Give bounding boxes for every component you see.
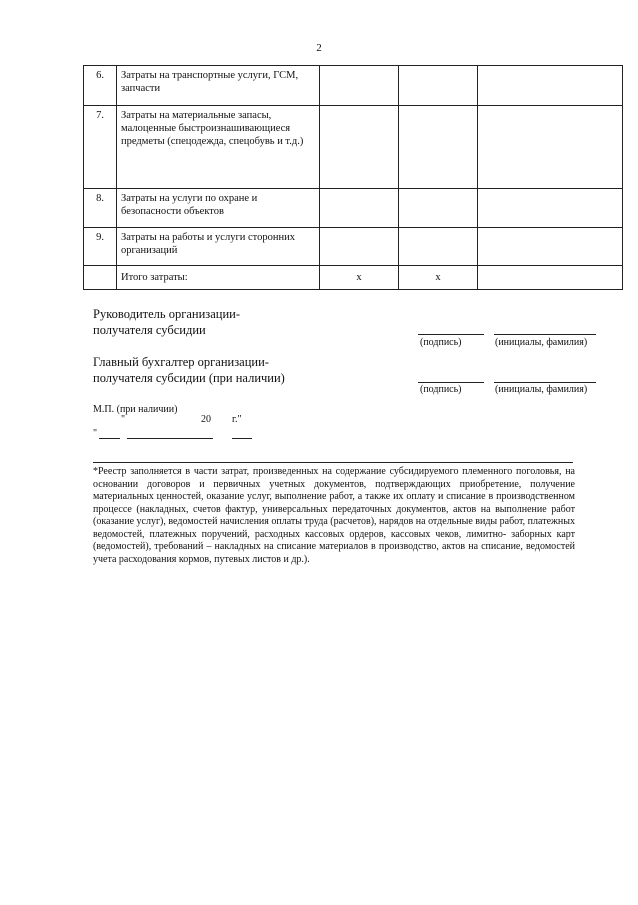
cell-col-a <box>320 66 399 106</box>
cell-col-b <box>399 106 478 189</box>
cost-item-name: Затраты на работы и услуги сторонних организаций <box>117 228 320 266</box>
total-label: Итого затраты: <box>117 266 320 290</box>
row-number: 7. <box>84 106 117 189</box>
head-label-line1: Руководитель организации- <box>93 307 240 321</box>
cell-col-c <box>478 106 623 189</box>
accountant-name-caption: (инициалы, фамилия) <box>495 384 588 395</box>
cell-col-a <box>320 106 399 189</box>
head-signature-label <box>93 306 240 338</box>
accountant-label-line1: Главный бухгалтер организации- <box>93 355 269 369</box>
date-quote-lower: " <box>93 428 98 439</box>
stamp-label: М.П. (при наличии) <box>93 404 178 415</box>
footnote: *Реестр заполняется в части затрат, произведенных на содержание субсидируемого племенного поголовья, на основании договоров и первичных учетных документов, подтверждающих приобретение, получение материальных ценностей, оказание услуг, выполнение работ, а также их оплату и списание в производственном процессе (накладных, счетов фактур, универсальных передаточных документов, актов на выполнение работ (оказание услуг), ведомостей начисления оплаты труда (расчетов), нарядов на отдельные виды работ, платежных ведомостей, платежных поручений, расходных кассовых ордеров, кассовых чеков, лимитно- заборных карт (ведомостей), требований – накладных на списание материалов в производство, актов на списание, ведомостей учета расходования кормов, путевых листов и др.). <box>93 466 575 565</box>
head-name-line <box>494 334 596 335</box>
date-year-prefix: 20 <box>201 414 211 425</box>
head-signature-caption: (подпись) <box>420 337 462 348</box>
cell-col-a <box>320 228 399 266</box>
row-number: 8. <box>84 189 117 228</box>
cell-col-c <box>478 189 623 228</box>
footnote-divider <box>93 462 573 463</box>
total-col-a: x <box>320 266 399 290</box>
cell-col-a <box>320 189 399 228</box>
row-number: 9. <box>84 228 117 266</box>
cell-col-b <box>399 189 478 228</box>
head-label-line2: получателя субсидии <box>93 323 206 337</box>
table-row <box>84 228 623 266</box>
date-day-line <box>99 438 120 439</box>
row-number: 6. <box>84 66 117 106</box>
table-row <box>84 66 623 106</box>
cell-col-c <box>478 66 623 106</box>
page-number: 2 <box>316 42 322 54</box>
accountant-signature-line <box>418 382 484 383</box>
cost-item-name: Затраты на транспортные услуги, ГСМ, запчасти <box>117 66 320 106</box>
cell-col-c <box>478 228 623 266</box>
cell-col-b <box>399 66 478 106</box>
head-name-caption: (инициалы, фамилия) <box>495 337 588 348</box>
head-signature-line <box>418 334 484 335</box>
table-row <box>84 106 623 189</box>
date-year-line <box>232 438 252 439</box>
table-row <box>84 189 623 228</box>
accountant-name-line <box>494 382 596 383</box>
date-month-line <box>127 438 213 439</box>
cost-item-name: Затраты на материальные запасы, малоценные быстроизнашивающиеся предметы (спецодежда, спецобувь и т.д.) <box>117 106 320 189</box>
cost-item-name: Затраты на услуги по охране и безопасности объектов <box>117 189 320 228</box>
accountant-label-line2: получателя субсидии (при наличии) <box>93 371 285 385</box>
total-col-c <box>478 266 623 290</box>
total-col-b: x <box>399 266 478 290</box>
cell-col-b <box>399 228 478 266</box>
cost-table <box>83 65 623 290</box>
date-year-suffix: г." <box>232 414 242 425</box>
accountant-signature-label <box>93 354 285 386</box>
row-number <box>84 266 117 290</box>
total-row <box>84 266 623 290</box>
date-quote-upper: " <box>121 414 126 425</box>
accountant-signature-caption: (подпись) <box>420 384 462 395</box>
